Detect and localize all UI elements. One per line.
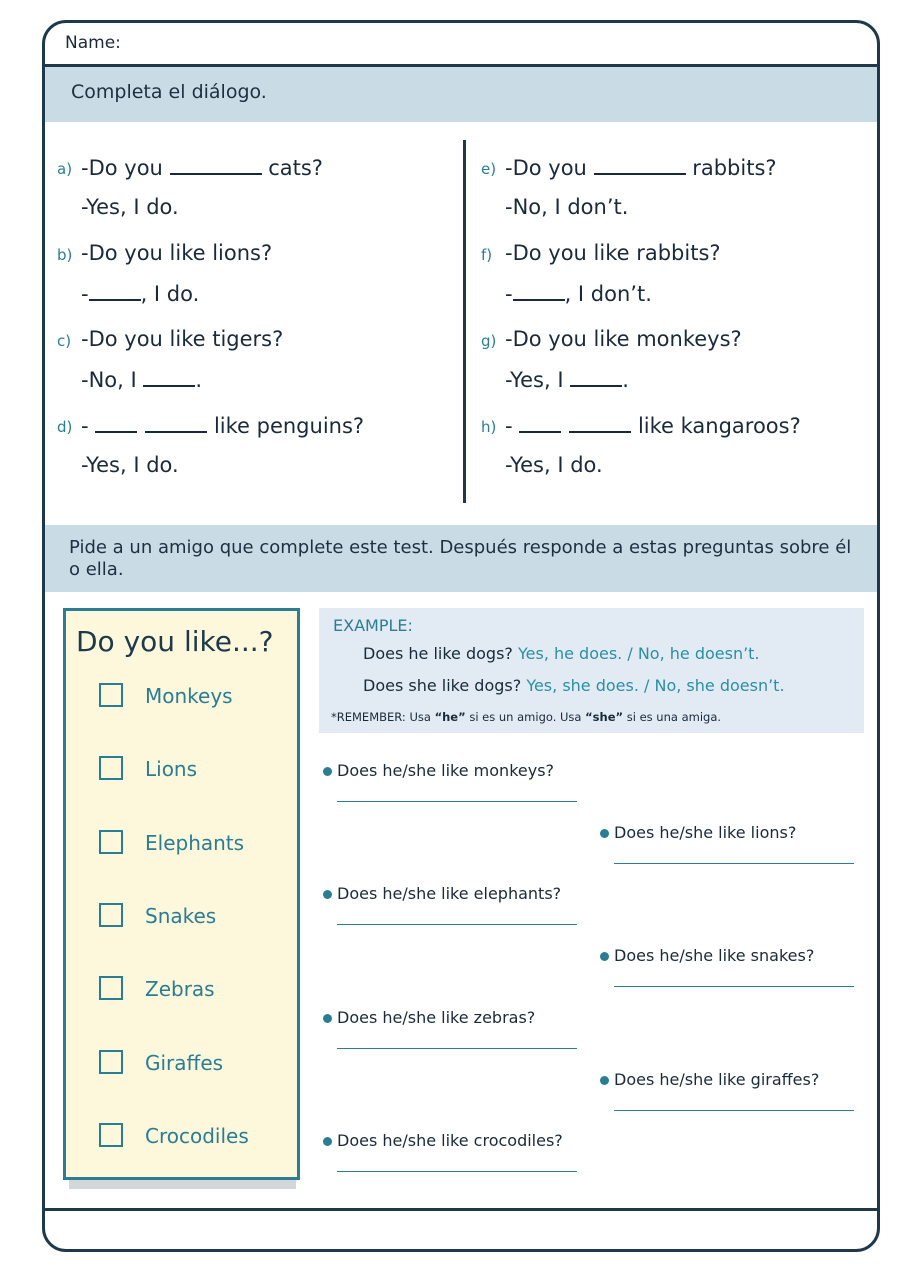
answer-text: , I don’t. bbox=[564, 282, 652, 306]
dialogue-question bbox=[81, 241, 272, 265]
remember-note-part: si es una amiga. bbox=[623, 710, 722, 724]
question-text: Does he/she like zebras? bbox=[337, 1007, 536, 1027]
bullet-icon bbox=[323, 1014, 332, 1023]
question-text: -Do you like lions? bbox=[81, 241, 273, 265]
checkbox[interactable] bbox=[99, 976, 123, 1000]
example-answer-she: Yes, she does. / No, she doesn’t. bbox=[526, 676, 785, 695]
bullet-icon bbox=[600, 1076, 609, 1085]
question-text: -Do you like tigers? bbox=[81, 327, 284, 351]
item-letter: a) bbox=[57, 160, 73, 178]
footer-divider bbox=[45, 1208, 877, 1211]
question-text: Does he/she like monkeys? bbox=[337, 761, 555, 780]
answer-line[interactable] bbox=[614, 1110, 854, 1111]
bullet-icon bbox=[323, 1137, 332, 1146]
answer-text: -Yes, I do. bbox=[81, 453, 179, 477]
answer-text: - bbox=[505, 282, 513, 306]
answer-text: -Yes, I do. bbox=[505, 453, 603, 477]
checkbox[interactable] bbox=[99, 683, 123, 707]
answer-blank[interactable] bbox=[170, 155, 262, 175]
answer-text: -No, I don’t. bbox=[505, 195, 629, 219]
animal-label: Lions bbox=[145, 757, 198, 782]
example-answer-he: Yes, he does. / No, he doesn’t. bbox=[517, 644, 760, 663]
answer-blank[interactable] bbox=[513, 281, 565, 301]
name-label: Name: bbox=[65, 33, 121, 53]
bullet-icon bbox=[600, 829, 609, 838]
dialogue-question bbox=[505, 413, 801, 438]
bullet-icon bbox=[323, 890, 332, 899]
item-letter: h) bbox=[481, 418, 497, 436]
answer-line[interactable] bbox=[337, 924, 577, 925]
question-text: Does he/she like lions? bbox=[614, 822, 797, 842]
animal-label: Monkeys bbox=[145, 684, 233, 708]
animal-label: Zebras bbox=[145, 977, 215, 1002]
question-text: -Do you like monkeys? bbox=[505, 327, 742, 351]
remember-note bbox=[331, 710, 721, 724]
answer-line[interactable] bbox=[337, 1171, 577, 1172]
dialogue-question bbox=[505, 327, 742, 351]
example-line-he bbox=[363, 644, 760, 663]
animal-label: Snakes bbox=[145, 903, 217, 928]
checkbox[interactable] bbox=[99, 903, 123, 927]
item-letter: g) bbox=[481, 332, 497, 350]
answer-blank[interactable] bbox=[570, 367, 622, 387]
example-question-he: Does he like dogs? bbox=[363, 644, 518, 663]
remember-note-part: si es un amigo. Usa bbox=[465, 710, 586, 724]
answer-text: -Yes, I do. bbox=[81, 195, 179, 219]
question-text: Does he/she like snakes? bbox=[614, 946, 815, 966]
dialogue-question bbox=[505, 155, 777, 180]
question-text: -Do you bbox=[81, 156, 163, 180]
question-text: -Do you bbox=[505, 156, 594, 180]
question-text: like kangaroos? bbox=[631, 414, 801, 438]
question-text: Does he/she like elephants? bbox=[337, 884, 562, 904]
likes-test-title: Do you like...? bbox=[76, 625, 274, 658]
animal-label: Crocodiles bbox=[145, 1123, 249, 1148]
dialogue-answer bbox=[81, 367, 202, 392]
question-text: like penguins? bbox=[207, 414, 365, 438]
answer-blank[interactable] bbox=[89, 281, 141, 301]
item-letter: d) bbox=[57, 418, 73, 436]
bullet-icon bbox=[600, 952, 609, 961]
answer-text: -Yes, I bbox=[505, 368, 571, 392]
bullet-icon bbox=[323, 767, 332, 776]
question-text: Does he/she like crocodiles? bbox=[337, 1131, 563, 1151]
answer-line[interactable] bbox=[614, 863, 854, 864]
question-text: cats? bbox=[261, 156, 323, 180]
item-letter: b) bbox=[57, 246, 73, 264]
dialogue-answer bbox=[505, 367, 629, 392]
checkbox[interactable] bbox=[99, 1123, 123, 1147]
answer-line[interactable] bbox=[614, 986, 854, 987]
instruction-band-1 bbox=[45, 67, 877, 122]
dialogue-answer bbox=[505, 195, 628, 219]
instruction-text-1: Completa el diálogo. bbox=[71, 81, 267, 103]
answer-text: - bbox=[81, 282, 89, 306]
likes-test-box bbox=[63, 608, 300, 1180]
dialogue-answer bbox=[505, 453, 603, 477]
answer-line[interactable] bbox=[337, 1048, 577, 1049]
checkbox[interactable] bbox=[99, 756, 123, 780]
instruction-text-2: Pide a un amigo que complete este test. Después responde a estas preguntas sobre él o ella. bbox=[69, 537, 852, 580]
dialogue-question bbox=[81, 413, 364, 438]
example-box bbox=[319, 608, 864, 733]
dialogue-answer bbox=[505, 281, 652, 306]
answer-text: . bbox=[195, 368, 203, 392]
item-letter: f) bbox=[481, 246, 493, 264]
question-text: - bbox=[81, 414, 89, 438]
question-text: -Do you like rabbits? bbox=[505, 241, 721, 265]
dialogue-question bbox=[81, 327, 283, 351]
column-divider bbox=[463, 140, 466, 503]
example-question-she: Does she like dogs? bbox=[363, 676, 527, 695]
dialogue-question bbox=[81, 155, 323, 180]
example-title: EXAMPLE: bbox=[333, 616, 413, 635]
animal-label: Elephants bbox=[145, 830, 245, 855]
answer-text: . bbox=[622, 368, 629, 392]
worksheet bbox=[42, 20, 880, 1252]
item-letter: e) bbox=[481, 160, 497, 178]
answer-blank[interactable] bbox=[95, 413, 137, 433]
item-letter: c) bbox=[57, 332, 72, 350]
dialogue-question bbox=[505, 241, 721, 265]
dialogue-answer bbox=[81, 281, 199, 306]
likes-box-shadow bbox=[69, 1180, 296, 1189]
answer-blank[interactable] bbox=[594, 155, 686, 175]
dialogue-answer bbox=[81, 195, 179, 219]
remember-note-part: *REMEMBER: Usa bbox=[331, 710, 435, 724]
answer-blank[interactable] bbox=[143, 367, 195, 387]
example-line-she bbox=[363, 676, 785, 695]
answer-blank[interactable] bbox=[145, 413, 207, 433]
remember-note-she: “she” bbox=[585, 710, 624, 724]
question-text: rabbits? bbox=[685, 156, 777, 180]
answer-blank[interactable] bbox=[519, 413, 561, 433]
answer-line[interactable] bbox=[337, 801, 577, 802]
animal-label: Giraffes bbox=[145, 1050, 224, 1075]
checkbox[interactable] bbox=[99, 1050, 123, 1074]
answer-text: , I do. bbox=[140, 282, 200, 306]
instruction-band-2 bbox=[45, 525, 877, 592]
checkbox[interactable] bbox=[99, 830, 123, 854]
answer-blank[interactable] bbox=[569, 413, 631, 433]
dialogue-answer bbox=[81, 453, 179, 477]
question-text: - bbox=[505, 414, 513, 438]
name-row bbox=[45, 23, 877, 67]
remember-note-he: “he” bbox=[434, 710, 466, 724]
answer-text: -No, I bbox=[81, 368, 144, 392]
question-text: Does he/she like giraffes? bbox=[614, 1069, 820, 1089]
